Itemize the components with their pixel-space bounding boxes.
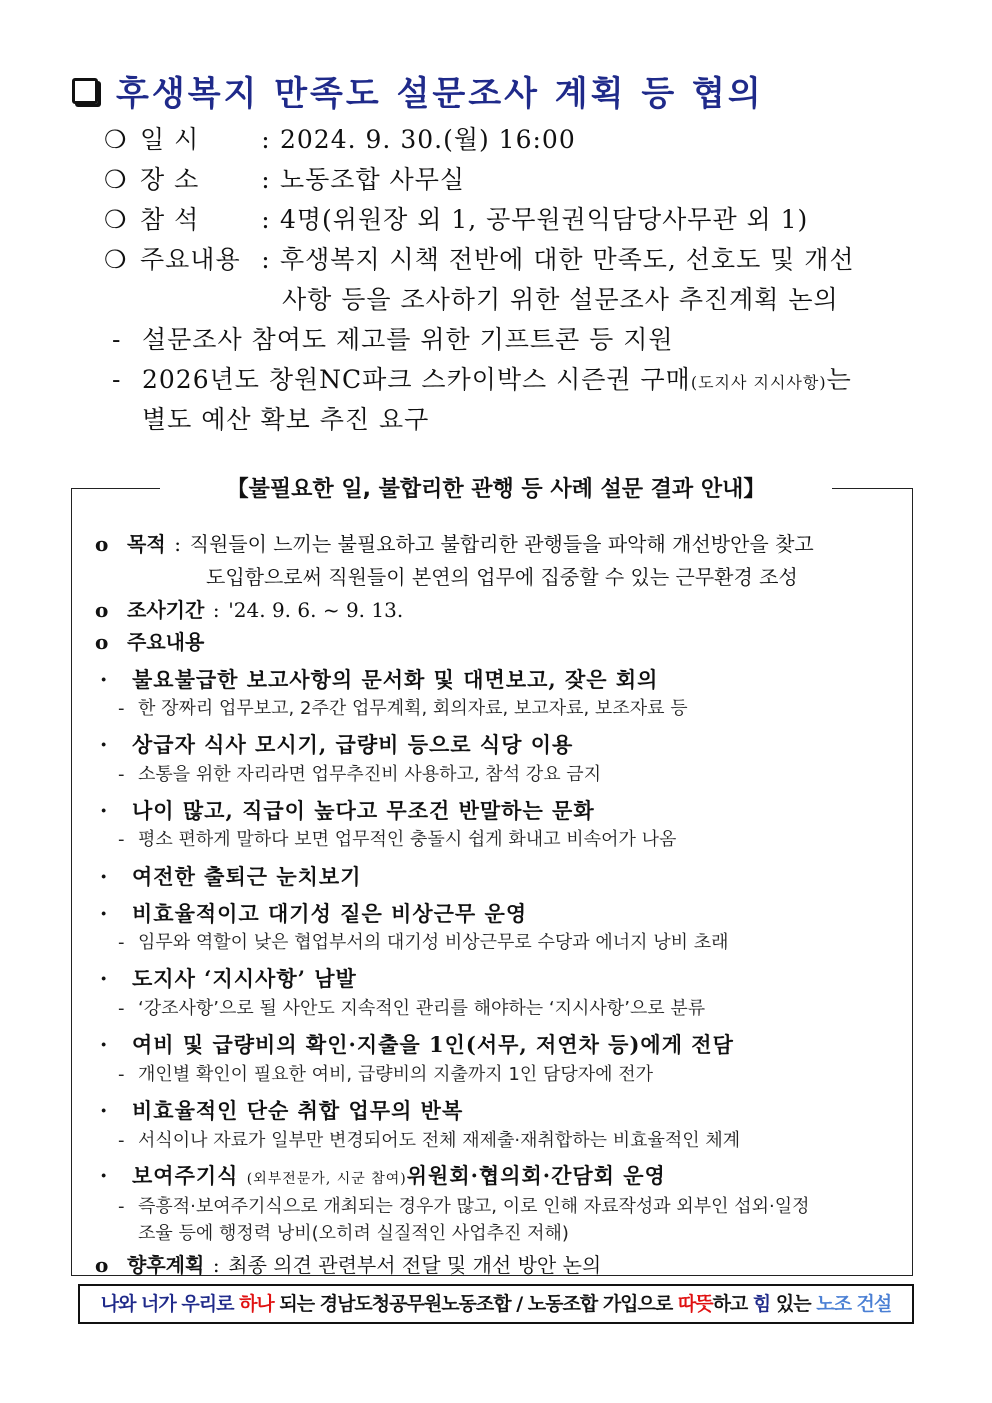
- survey-item-2-detail: - 소통을 위한 자리라면 업무추진비 사용하고, 참석 강요 금지: [118, 764, 602, 785]
- attend-value: 4명(위원장 외 1, 공무원권익담당사무관 외 1): [280, 205, 809, 234]
- date-label: 일 시: [140, 125, 200, 154]
- place-value: 노동조합 사무실: [280, 165, 465, 194]
- purpose-line1: 직원들이 느끼는 불필요하고 불합리한 관행들을 파악해 개선방안을 찾고: [189, 532, 814, 556]
- survey-item-9-detail2: 조율 등에 행정력 낭비(오히려 실질적인 사업추진 저해): [138, 1223, 569, 1244]
- circle-icon: ❍: [104, 245, 128, 274]
- survey-item-6: · 도지사 ‘지시사항’ 남발: [100, 966, 357, 991]
- survey-title: 【불필요한 일, 불합리한 관행 등 사례 설문 결과 안내】: [160, 472, 832, 503]
- survey-item-5-detail: - 임무와 역할이 낮은 협업부서의 대기성 비상근무로 수당과 에너지 낭비 초래: [118, 932, 729, 953]
- survey-item-7: · 여비 및 급량비의 확인·지출을 1인(서무, 저연차 등)에게 전담: [100, 1032, 734, 1057]
- survey-item-1-detail: - 한 장짜리 업무보고, 2주간 업무계획, 회의자료, 보고자료, 보조자료 등: [118, 698, 688, 719]
- survey-main-row: o 주요내용: [95, 630, 205, 654]
- meeting-dash1: - 설문조사 참여도 제고를 위한 기프트콘 등 지원: [112, 325, 674, 354]
- date-value: 2024. 9. 30.(월) 16:00: [280, 125, 576, 154]
- content-line1: 후생복지 시책 전반에 대한 만족도, 선호도 및 개선: [280, 245, 855, 274]
- main-label: 주요내용: [127, 630, 205, 654]
- content-line2: 사항 등을 조사하기 위한 설문조사 추진계획 논의: [282, 285, 839, 314]
- period-label: 조사기간: [127, 598, 205, 622]
- purpose-label: 목적: [127, 532, 166, 556]
- survey-purpose-row: o 목적 : 직원들이 느끼는 불필요하고 불합리한 관행들을 파악해 개선방안을 찾고: [95, 532, 814, 556]
- survey-period-row: o 조사기간 : '24. 9. 6. ~ 9. 13.: [95, 598, 404, 622]
- survey-item-5: · 비효율적이고 대기성 짙은 비상근무 운영: [100, 901, 528, 926]
- purpose-line2: 도입함으로써 직원들이 본연의 업무에 집중할 수 있는 근무환경 조성: [206, 565, 798, 589]
- survey-item-2: · 상급자 식사 모시기, 급량비 등으로 식당 이용: [100, 732, 574, 757]
- meeting-place-row: ❍ 장 소 : 노동조합 사무실: [104, 160, 465, 196]
- survey-item-4: · 여전한 출퇴근 눈치보기: [100, 864, 362, 889]
- circle-icon: ❍: [104, 165, 128, 194]
- content-label: 주요내용: [140, 245, 241, 274]
- survey-item-8-detail: - 서식이나 자료가 일부만 변경되어도 전체 재제출·재취합하는 비효율적인 체계: [118, 1130, 741, 1151]
- circle-icon: ❍: [104, 205, 128, 234]
- place-label: 장 소: [140, 165, 200, 194]
- survey-item-7-detail: - 개인별 확인이 필요한 여비, 급량비의 지출까지 1인 담당자에 전가: [118, 1064, 654, 1085]
- meeting-attend-row: ❍ 참 석 : 4명(위원장 외 1, 공무원권익담당사무관 외 1): [104, 200, 808, 236]
- survey-item-8: · 비효율적인 단순 취합 업무의 반복: [100, 1098, 464, 1123]
- plan-label: 향후계획: [127, 1253, 205, 1277]
- checkbox-icon: [72, 78, 98, 104]
- survey-item-9: · 보여주기식 (외부전문가, 시군 참여)위원회·협의회·간담회 운영: [100, 1163, 666, 1188]
- survey-item-9-detail: - 즉흥적·보여주기식으로 개최되는 경우가 많고, 이로 인해 자료작성과 외부인 섭외·일정: [118, 1196, 810, 1217]
- plan-value: 최종 의견 관련부서 전달 및 개선 방안 논의: [228, 1253, 602, 1277]
- attend-label: 참 석: [140, 205, 200, 234]
- period-value: '24. 9. 6. ~ 9. 13.: [228, 598, 404, 622]
- meeting-content-row: ❍ 주요내용 : 후생복지 시책 전반에 대한 만족도, 선호도 및 개선: [104, 240, 855, 276]
- footer-slogan: 나와 너가 우리로 하나 되는 경남도청공무원노동조합 / 노동조합 가입으로 따뜻하고 힘 있는 노조 건설: [78, 1284, 914, 1324]
- heading-title: 후생복지 만족도 설문조사 계획 등 협의: [116, 74, 764, 114]
- survey-plan-row: o 향후계획 : 최종 의견 관련부서 전달 및 개선 방안 논의: [95, 1253, 602, 1277]
- meeting-dash2: - 2026년도 창원NC파크 스카이박스 시즌권 구매(도지사 지시사항)는: [112, 365, 852, 394]
- survey-item-3-detail: - 평소 편하게 말하다 보면 업무적인 충돌시 쉽게 화내고 비속어가 나옴: [118, 829, 677, 850]
- meeting-dash2-line2: 별도 예산 확보 추진 요구: [142, 405, 430, 434]
- section-heading: [72, 66, 764, 115]
- meeting-date-row: ❍ 일 시 : 2024. 9. 30.(월) 16:00: [104, 120, 576, 156]
- circle-icon: ❍: [104, 125, 128, 154]
- survey-item-6-detail: - ‘강조사항’으로 될 사안도 지속적인 관리를 해야하는 ‘지시사항’으로 분류: [118, 998, 706, 1019]
- survey-item-1: · 불요불급한 보고사항의 문서화 및 대면보고, 잦은 회의: [100, 667, 659, 692]
- survey-item-3: · 나이 많고, 직급이 높다고 무조건 반말하는 문화: [100, 798, 595, 823]
